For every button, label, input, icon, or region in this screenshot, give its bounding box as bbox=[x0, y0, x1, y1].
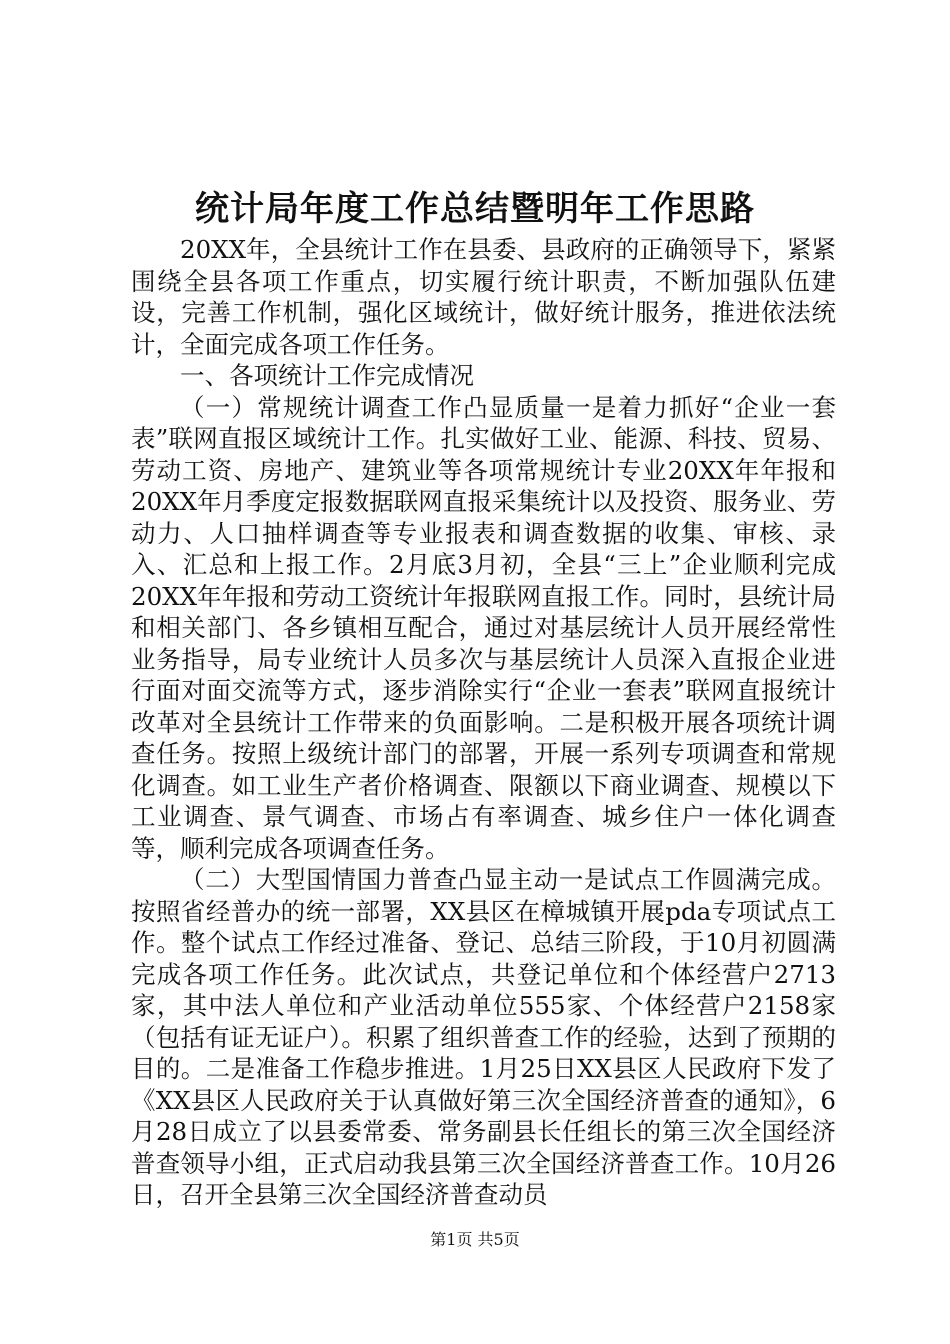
paragraph-intro: 20XX年，全县统计工作在县委、县政府的正确领导下，紧紧围绕全县各项工作重点，切实履行统计职责，不断加强队伍建设，完善工作机制，强化区域统计，做好统计服务，推进依法统计，全面完成各项工作任务。 bbox=[131, 235, 836, 359]
document-body bbox=[131, 234, 836, 1211]
paragraph-routine-surveys: （一）常规统计调查工作凸显质量一是着力抓好“企业一套表”联网直报区域统计工作。扎实做好工业、能源、科技、贸易、劳动工资、房地产、建筑业等各项常规统计专业20XX年年报和20XX年月季度定报数据联网直报采集统计以及投资、服务业、劳动力、人口抽样调查等专业报表和调查数据的收集、审核、录入、汇总和上报工作。2月底3月初，全县“三上”企业顺利完成20XX年年报和劳动工资统计年报联网直报工作。同时，县统计局和相关部门、各乡镇相互配合，通过对基层统计人员开展经常性业务指导，局专业统计人员多次与基层统计人员深入直报企业进行面对面交流等方式，逐步消除实行“企业一套表”联网直报统计改革对全县统计工作带来的负面影响。二是积极开展各项统计调查任务。按照上级统计部门的部署，开展一系列专项调查和常规化调查。如工业生产者价格调查、限额以下商业调查、规模以下工业调查、景气调查、市场占有率调查、城乡住户一体化调查等，顺利完成各项调查任务。 bbox=[131, 392, 836, 863]
section-heading: 一、各项统计工作完成情况 bbox=[180, 361, 474, 390]
paragraph-census: （二）大型国情国力普查凸显主动一是试点工作圆满完成。按照省经普办的统一部署，XX县区在樟城镇开展pda专项试点工作。整个试点工作经过准备、登记、总结三阶段，于10月初圆满完成各项工作任务。此次试点，共登记单位和个体经营户2713家，其中法人单位和产业活动单位555家、个体经营户2158家（包括有证无证户）。积累了组织普查工作的经验，达到了预期的目的。二是准备工作稳步推进。1月25日XX县区人民政府下发了《XX县区人民政府关于认真做好第三次全国经济普查的通知》，6月28日成立了以县委常委、常务副县长任组长的第三次全国经济普查领导小组，正式启动我县第三次全国经济普查工作。10月26日，召开全县第三次全国经济普查动员 bbox=[131, 865, 836, 1209]
page-footer: 第1页 共5页 bbox=[430, 1230, 520, 1249]
document-title: 统计局年度工作总结暨明年工作思路 bbox=[195, 189, 755, 229]
